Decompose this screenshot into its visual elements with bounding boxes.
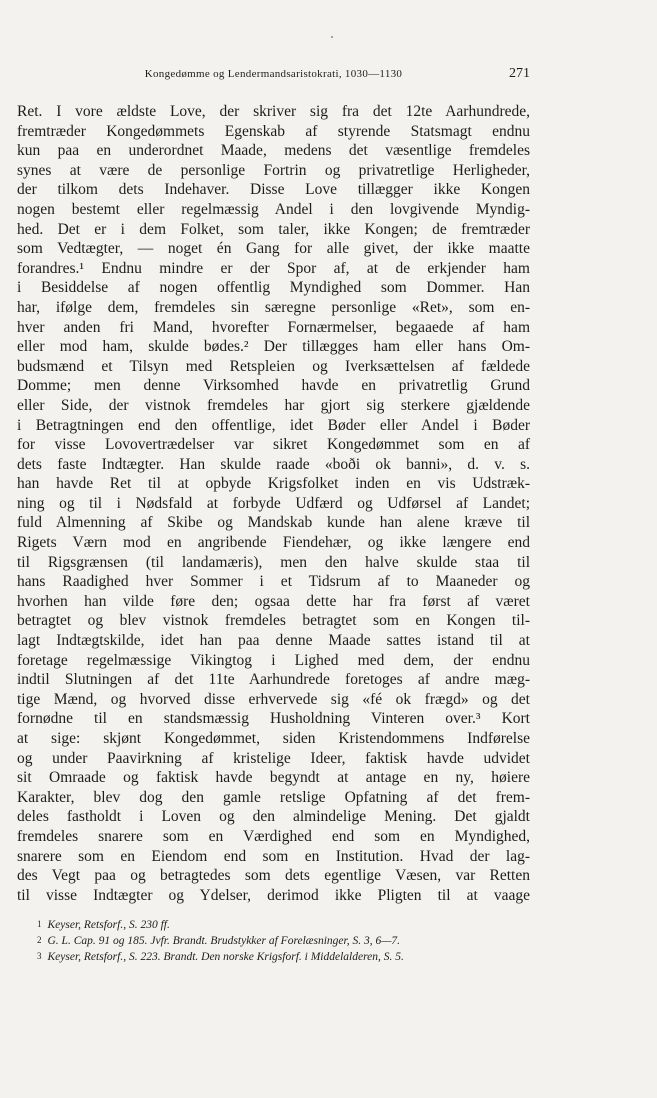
footnote: [37, 949, 530, 965]
text-line: dets faste Indtægter. Han skulde raade «boði ok banni», d. v. s.: [17, 455, 530, 473]
text-line: lagt Indtægtskilde, idet han paa denne Maade sattes istand til at: [17, 632, 530, 650]
text-line: Ret. I vore ældste Love, der skriver sig fra det 12te Aarhundrede,: [17, 103, 530, 120]
text-line: fornødne til en standsmæssig Husholdning Vinteren over.³ Kort: [17, 710, 530, 728]
text-line: til visse Indtægter og Ydelser, derimod ikke Pligten til at vaage: [17, 886, 530, 904]
text-line: sit Omraade og faktisk havde begyndt at antage en ny, høiere: [17, 769, 530, 787]
text-line: fremtræder Kongedømmets Egenskab af styrende Statsmagt endnu: [17, 122, 530, 140]
footnote-mark: 1: [37, 919, 42, 929]
text-line: hvorhen han vilde føre den; ogsaa dette har fra først af været: [17, 592, 530, 610]
text-line: i Betragtningen end den offentlige, idet Bøder eller Andel i Bøder: [17, 416, 530, 434]
text-line: i Besiddelse af nogen offentlig Myndighed som Dommer. Han: [17, 279, 530, 297]
text-line: der tilkom dets Indehaver. Disse Love tillægger ikke Kongen: [17, 181, 530, 199]
text-line: han havde Ret til at opbyde Krigsfolket inden en vis Udstræk-: [17, 475, 530, 493]
text-line: ning og til i Nødsfald at forbyde Udfærd og Udførsel af Landet;: [17, 494, 530, 512]
text-line: betragtet og blev vistnok fremdeles betragtet som en Kongen til-: [17, 612, 530, 630]
text-line: Rigets Værn mod en angribende Fiendehær, og ikke længere end: [17, 534, 530, 552]
text-line: til Rigsgrænsen (til landamæris), men den halve skulde staa til: [17, 553, 530, 571]
footnote: [37, 933, 530, 949]
text-line: forandres.¹ Endnu mindre er der Spor af, at de erkjender ham: [17, 259, 530, 277]
footnote-text: G. L. Cap. 91 og 185. Jvfr. Brandt. Brudstykker af Forelæsninger, S. 3, 6—7.: [47, 935, 401, 947]
text-line: Domme; men denne Virksomhed havde en privatretlig Grund: [17, 377, 530, 395]
text-line: eller Side, der vistnok fremdeles har gjort sig sterkere gjældende: [17, 396, 530, 414]
text-line: budsmænd et Tilsyn med Retspleien og Iverksættelsen af fældede: [17, 357, 530, 375]
text-line: foretage regelmæssige Vikingtog i Lighed med dem, der endnu: [17, 651, 530, 669]
text-line: deles fastholdt i Loven og den almindelige Mening. Det gjaldt: [17, 808, 530, 826]
text-line: har, ifølge dem, fremdeles sin særegne personlige «Ret», som en-: [17, 298, 530, 316]
text-line: snarere som en Eiendom end som en Institution. Hvad der lag-: [17, 847, 530, 865]
text-line: som Vedtægter, — noget én Gang for alle givet, der ikke maatte: [17, 240, 530, 258]
text-line: fuld Almenning af Skibe og Mandskab kunde han alene kræve til: [17, 514, 530, 532]
footnote-mark: 3: [37, 951, 42, 961]
text-line: og under Paavirkning af kristelige Ideer, faktisk havde udvidet: [17, 749, 530, 767]
text-line: synes at være de personlige Fortrin og privatretlige Herligheder,: [17, 161, 530, 179]
text-line: fremdeles snarere som en Værdighed end som en Myndighed,: [17, 827, 530, 845]
text-line: indtil Slutningen af det 11te Aarhundrede foretoges af andre mæg-: [17, 671, 530, 689]
footnote-text: Keyser, Retsforf., S. 223. Brandt. Den norske Krigsforf. i Middelalderen, S. 5.: [47, 951, 404, 963]
text-line: hans Raadighed hver Sommer i et Tidsrum af to Maaneder og: [17, 573, 530, 591]
text-line: tige Mænd, og hvorved disse erhvervede sig «fé ok frægd» og det: [17, 690, 530, 708]
text-line: nogen bestemt eller regelmæssig Andel i den lovgivende Myndig-: [17, 200, 530, 218]
text-line: hed. Det er i dem Folket, som taler, ikke Kongen; de fremtræder: [17, 220, 530, 238]
footnote-mark: 2: [37, 935, 42, 945]
print-speck: [331, 36, 333, 38]
body-text: [17, 102, 530, 905]
footnote: [37, 917, 530, 933]
footnotes: [37, 917, 530, 965]
text-line: hver anden fri Mand, hvorefter Fornærmelser, begaaede af ham: [17, 318, 530, 336]
text-line: for visse Lovovertrædelser var sikret Kongedømmet som en af: [17, 436, 530, 454]
running-header: Kongedømme og Lendermandsaristokrati, 1030—1130: [144, 68, 403, 80]
page-number: 271: [509, 66, 530, 81]
text-line: eller mod ham, skulde bødes.² Der tillægges ham eller hans Om-: [17, 338, 530, 356]
text-line: Karakter, blev dog den gamle retslige Opfatning af det frem-: [17, 788, 530, 806]
text-line: kun paa en underordnet Maade, medens det væsentlige fremdeles: [17, 142, 530, 160]
text-line: at sige: skjønt Kongedømmet, siden Kristendommens Indførelse: [17, 730, 530, 747]
text-line: des Vegt paa og betragtedes som dets egentlige Væsen, var Retten: [17, 867, 530, 885]
footnote-text: Keyser, Retsforf., S. 230 ff.: [47, 919, 170, 931]
